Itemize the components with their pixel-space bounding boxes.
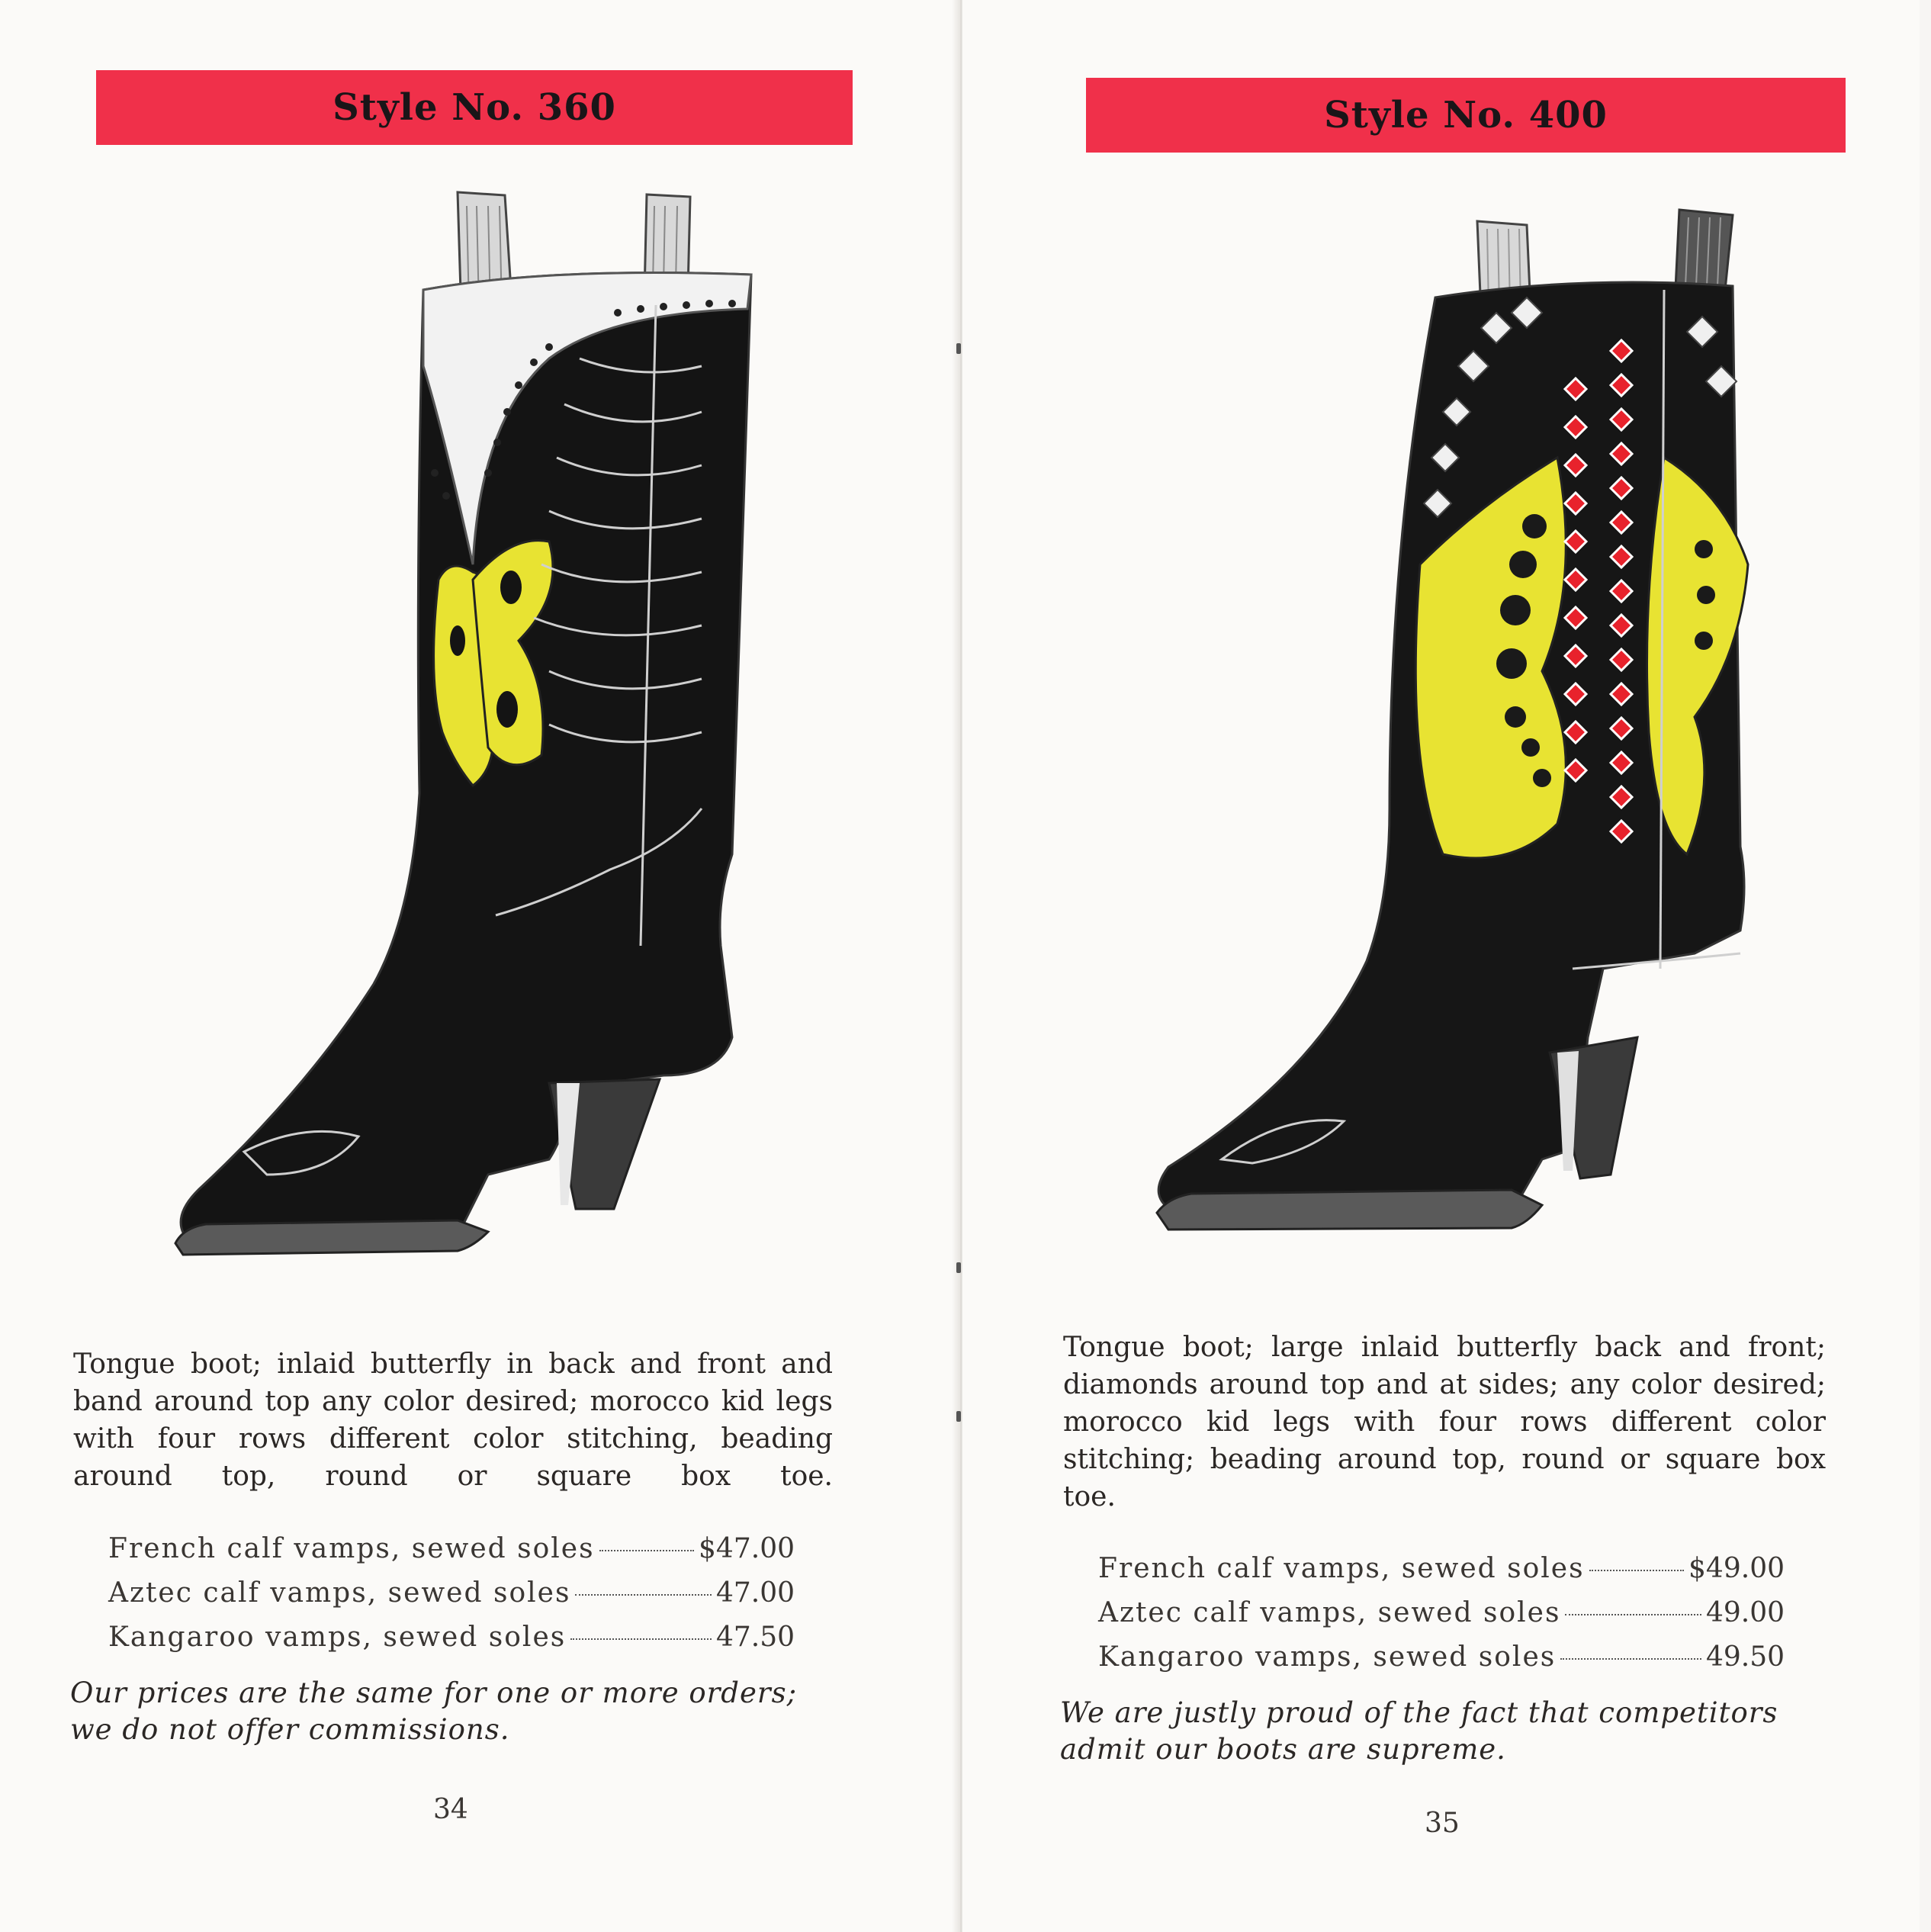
- page-34: [0, 0, 957, 1932]
- boot-illustration-400: [1084, 198, 1862, 1297]
- price-list-360: [108, 1533, 795, 1666]
- price-row: Kangaroo vamps, sewed soles 49.50: [1098, 1641, 1785, 1673]
- price-row: Aztec calf vamps, sewed soles 47.00: [108, 1577, 795, 1609]
- price-row: Aztec calf vamps, sewed soles 49.00: [1098, 1597, 1785, 1628]
- page-35: [962, 0, 1920, 1932]
- price-row: Kangaroo vamps, sewed soles 47.50: [108, 1622, 795, 1653]
- staple: [956, 1262, 961, 1273]
- description-360: Tongue boot; inlaid butterfly in back and front and band around top any color desired; morocco kid legs with four rows different color stitching, beading around top, round or square box toe.: [73, 1349, 833, 1492]
- price-list-400: [1098, 1553, 1785, 1686]
- style-title: Style No. 360: [333, 86, 616, 129]
- description-400: Tongue boot; large inlaid butterfly back and front; diamonds around top and at sides; any color desired; morocco kid legs with four rows different color stitching; beading around top, round or square box toe.: [1063, 1332, 1826, 1512]
- boot-illustration-360: [153, 183, 869, 1289]
- price-row: French calf vamps, sewed soles $49.00: [1098, 1553, 1785, 1584]
- style-title: Style No. 400: [1324, 94, 1608, 137]
- price-row: French calf vamps, sewed soles $47.00: [108, 1533, 795, 1564]
- note-400: We are justly proud of the fact that competitors admit our boots are supreme.: [1060, 1696, 1778, 1766]
- style-banner-360: [96, 70, 853, 145]
- page-number: 35: [1425, 1808, 1460, 1839]
- page-number: 34: [433, 1794, 468, 1825]
- staple: [956, 1411, 961, 1422]
- note-360: Our prices are the same for one or more orders; we do not offer commissions.: [70, 1676, 798, 1746]
- staple: [956, 343, 961, 354]
- style-banner-400: [1086, 78, 1846, 153]
